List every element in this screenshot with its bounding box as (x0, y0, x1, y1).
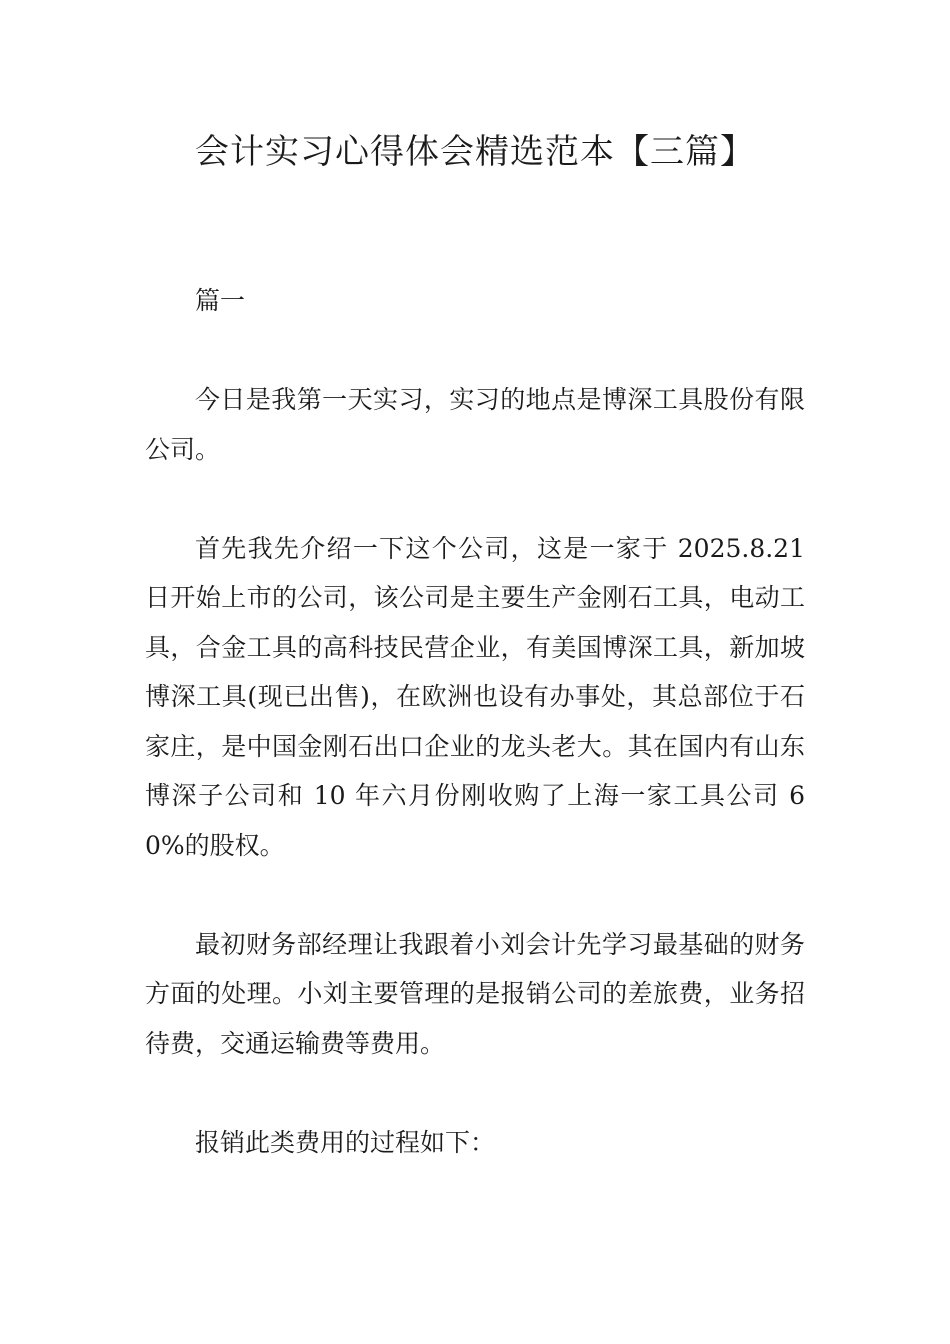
paragraph: 今日是我第一天实习，实习的地点是博深工具股份有限公司。 (145, 385, 805, 464)
document-body (145, 276, 805, 1167)
paragraph: 首先我先介绍一下这个公司，这是一家于 2025.8.21 日开始上市的公司，该公司是主要生产金刚石工具，电动工具，合金工具的高科技民营企业，有美国博深工具，新加坡博深工具(现已出售)，在欧洲也设有办事处，其总部位于石家庄，是中国金刚石出口企业的龙头老大。其在国内有山东博深子公司和 10 年六月份刚收购了上海一家工具公司 60%的股权。 (145, 533, 805, 860)
paragraph: 报销此类费用的过程如下： (195, 1127, 496, 1157)
paragraph: 最初财务部经理让我跟着小刘会计先学习最基础的财务方面的处理。小刘主要管理的是报销公司的差旅费，业务招待费，交通运输费等费用。 (145, 929, 805, 1058)
document-title: 会计实习心得体会精选范本【三篇】 (195, 132, 755, 172)
section-heading: 篇一 (195, 286, 246, 315)
